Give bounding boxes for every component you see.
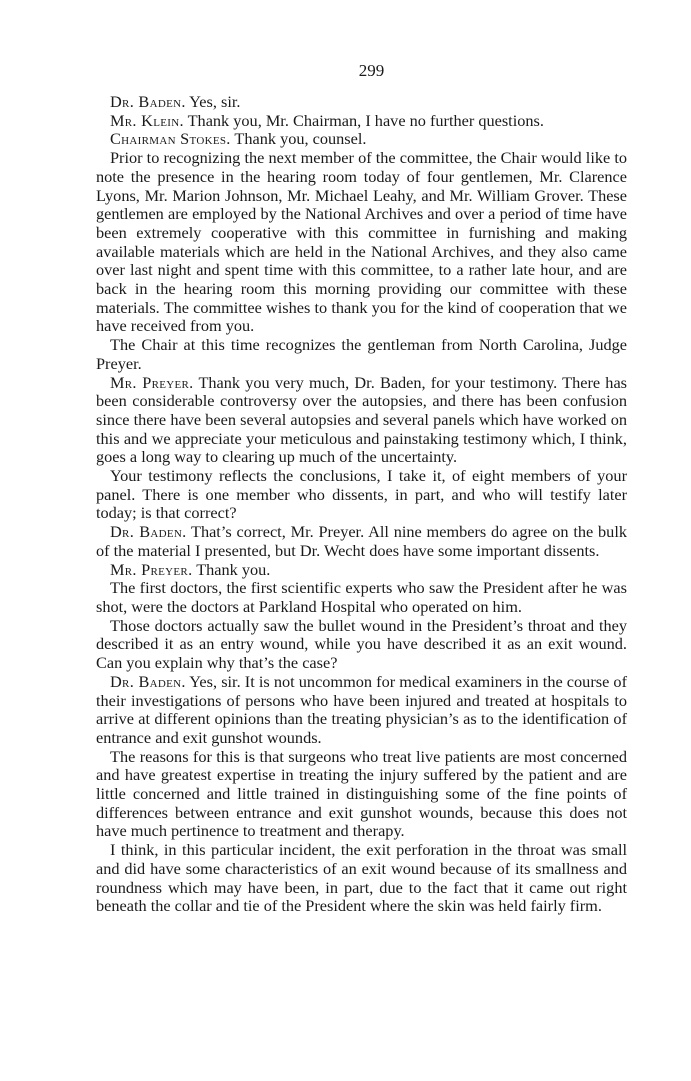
paragraph	[96, 112, 627, 131]
speaker-name: Mr. Preyer.	[110, 559, 193, 579]
speaker-name: Dr. Baden.	[110, 92, 186, 111]
paragraph-text: Yes, sir. It is not uncommon for medical examiners in the course of their investigations of persons who have been injured and treated at hospitals to arrive at different opinions than the treating physician’s as to the identification of entrance and exit gunshot wounds.	[96, 671, 627, 747]
paragraph-text: Thank you.	[192, 559, 271, 579]
paragraph	[96, 130, 627, 149]
paragraph	[96, 467, 627, 523]
paragraph	[96, 673, 627, 748]
paragraph-text: That’s correct, Mr. Preyer. All nine members do agree on the bulk of the material I presented, but Dr. Wecht does have some important dissents.	[96, 522, 627, 560]
paragraph-text: Yes, sir.	[185, 92, 241, 111]
paragraph-text: The reasons for this is that surgeons who treat live patients are most concerned and have greatest expertise in treating the injury suffered by the patient and are little concerned and little trained in distinguishing some of the fine points of differences between entrance and exit gunshot wounds, because this does not have much pertinence to treatment and therapy.	[96, 746, 627, 841]
speaker-name: Dr. Baden.	[110, 522, 187, 542]
paragraph-text: Your testimony reflects the conclusions, I take it, of eight members of your panel. There is one member who dissents, in part, and who will testify later today; is that correct?	[96, 466, 627, 523]
page-number: 299	[358, 61, 385, 80]
speaker-name: Mr. Preyer.	[110, 372, 194, 392]
paragraph-text: Thank you very much, Dr. Baden, for your testimony. There has been considerable controversy over the autopsies, and there has been confusion since there have been several autopsies and several panels which have worked on this and we appreciate your meticulous and painstaking testimony which, I think, goes a long way to clearing up much of the uncertainty.	[96, 372, 628, 467]
paragraph	[96, 841, 627, 916]
paragraph	[96, 579, 627, 616]
paragraph-text: The Chair at this time recognizes the gentleman from North Carolina, Judge Preyer.	[96, 335, 627, 373]
paragraph	[96, 374, 627, 468]
paragraph	[96, 93, 627, 112]
paragraph-text: Thank you, counsel.	[230, 129, 367, 149]
paragraph-text: The first doctors, the first scientific experts who saw the President after he was shot, were the doctors at Parkland Hospital who operated on him.	[96, 578, 627, 616]
paragraph	[96, 149, 627, 336]
paragraph	[96, 523, 627, 560]
paragraph	[96, 336, 627, 373]
paragraph-text: Prior to recognizing the next member of the committee, the Chair would like to note the presence in the hearing room today of four gentlemen, Mr. Clarence Lyons, Mr. Marion Johnson, Mr. Michael Leahy, and Mr. William Grover. These gentlemen are employed by the National Archives and over a period of time have been extremely cooperative with this committee in furnishing and making available materials which are held in the National Archives, and they also came over last night and spent time with this committee, to a rather late hour, and are back in the hearing room this morning providing our committee with these materials. The committee wishes to thank you for the kind of cooperation that we have received from you.	[96, 148, 627, 336]
paragraph-text: Thank you, Mr. Chairman, I have no further questions.	[183, 110, 544, 130]
paragraph-text: I think, in this particular incident, the exit perforation in the throat was small and did have some characteristics of an exit wound because of its smallness and roundness which may have been, in part, due to the fact that it came out right beneath the collar and tie of the President where the skin was held fairly firm.	[96, 840, 627, 916]
paragraph	[96, 561, 627, 580]
paragraph-text: Those doctors actually saw the bullet wound in the President’s throat and they described it as an entry wound, while you have described it as an exit wound. Can you explain why that’s the case?	[96, 615, 627, 673]
speaker-name: Dr. Baden.	[110, 671, 186, 691]
paragraph	[96, 617, 627, 673]
speaker-name: Mr. Klein.	[110, 110, 184, 130]
speaker-name: Chairman Stokes.	[110, 129, 231, 149]
paragraph	[96, 748, 627, 842]
transcript-body	[96, 93, 627, 916]
